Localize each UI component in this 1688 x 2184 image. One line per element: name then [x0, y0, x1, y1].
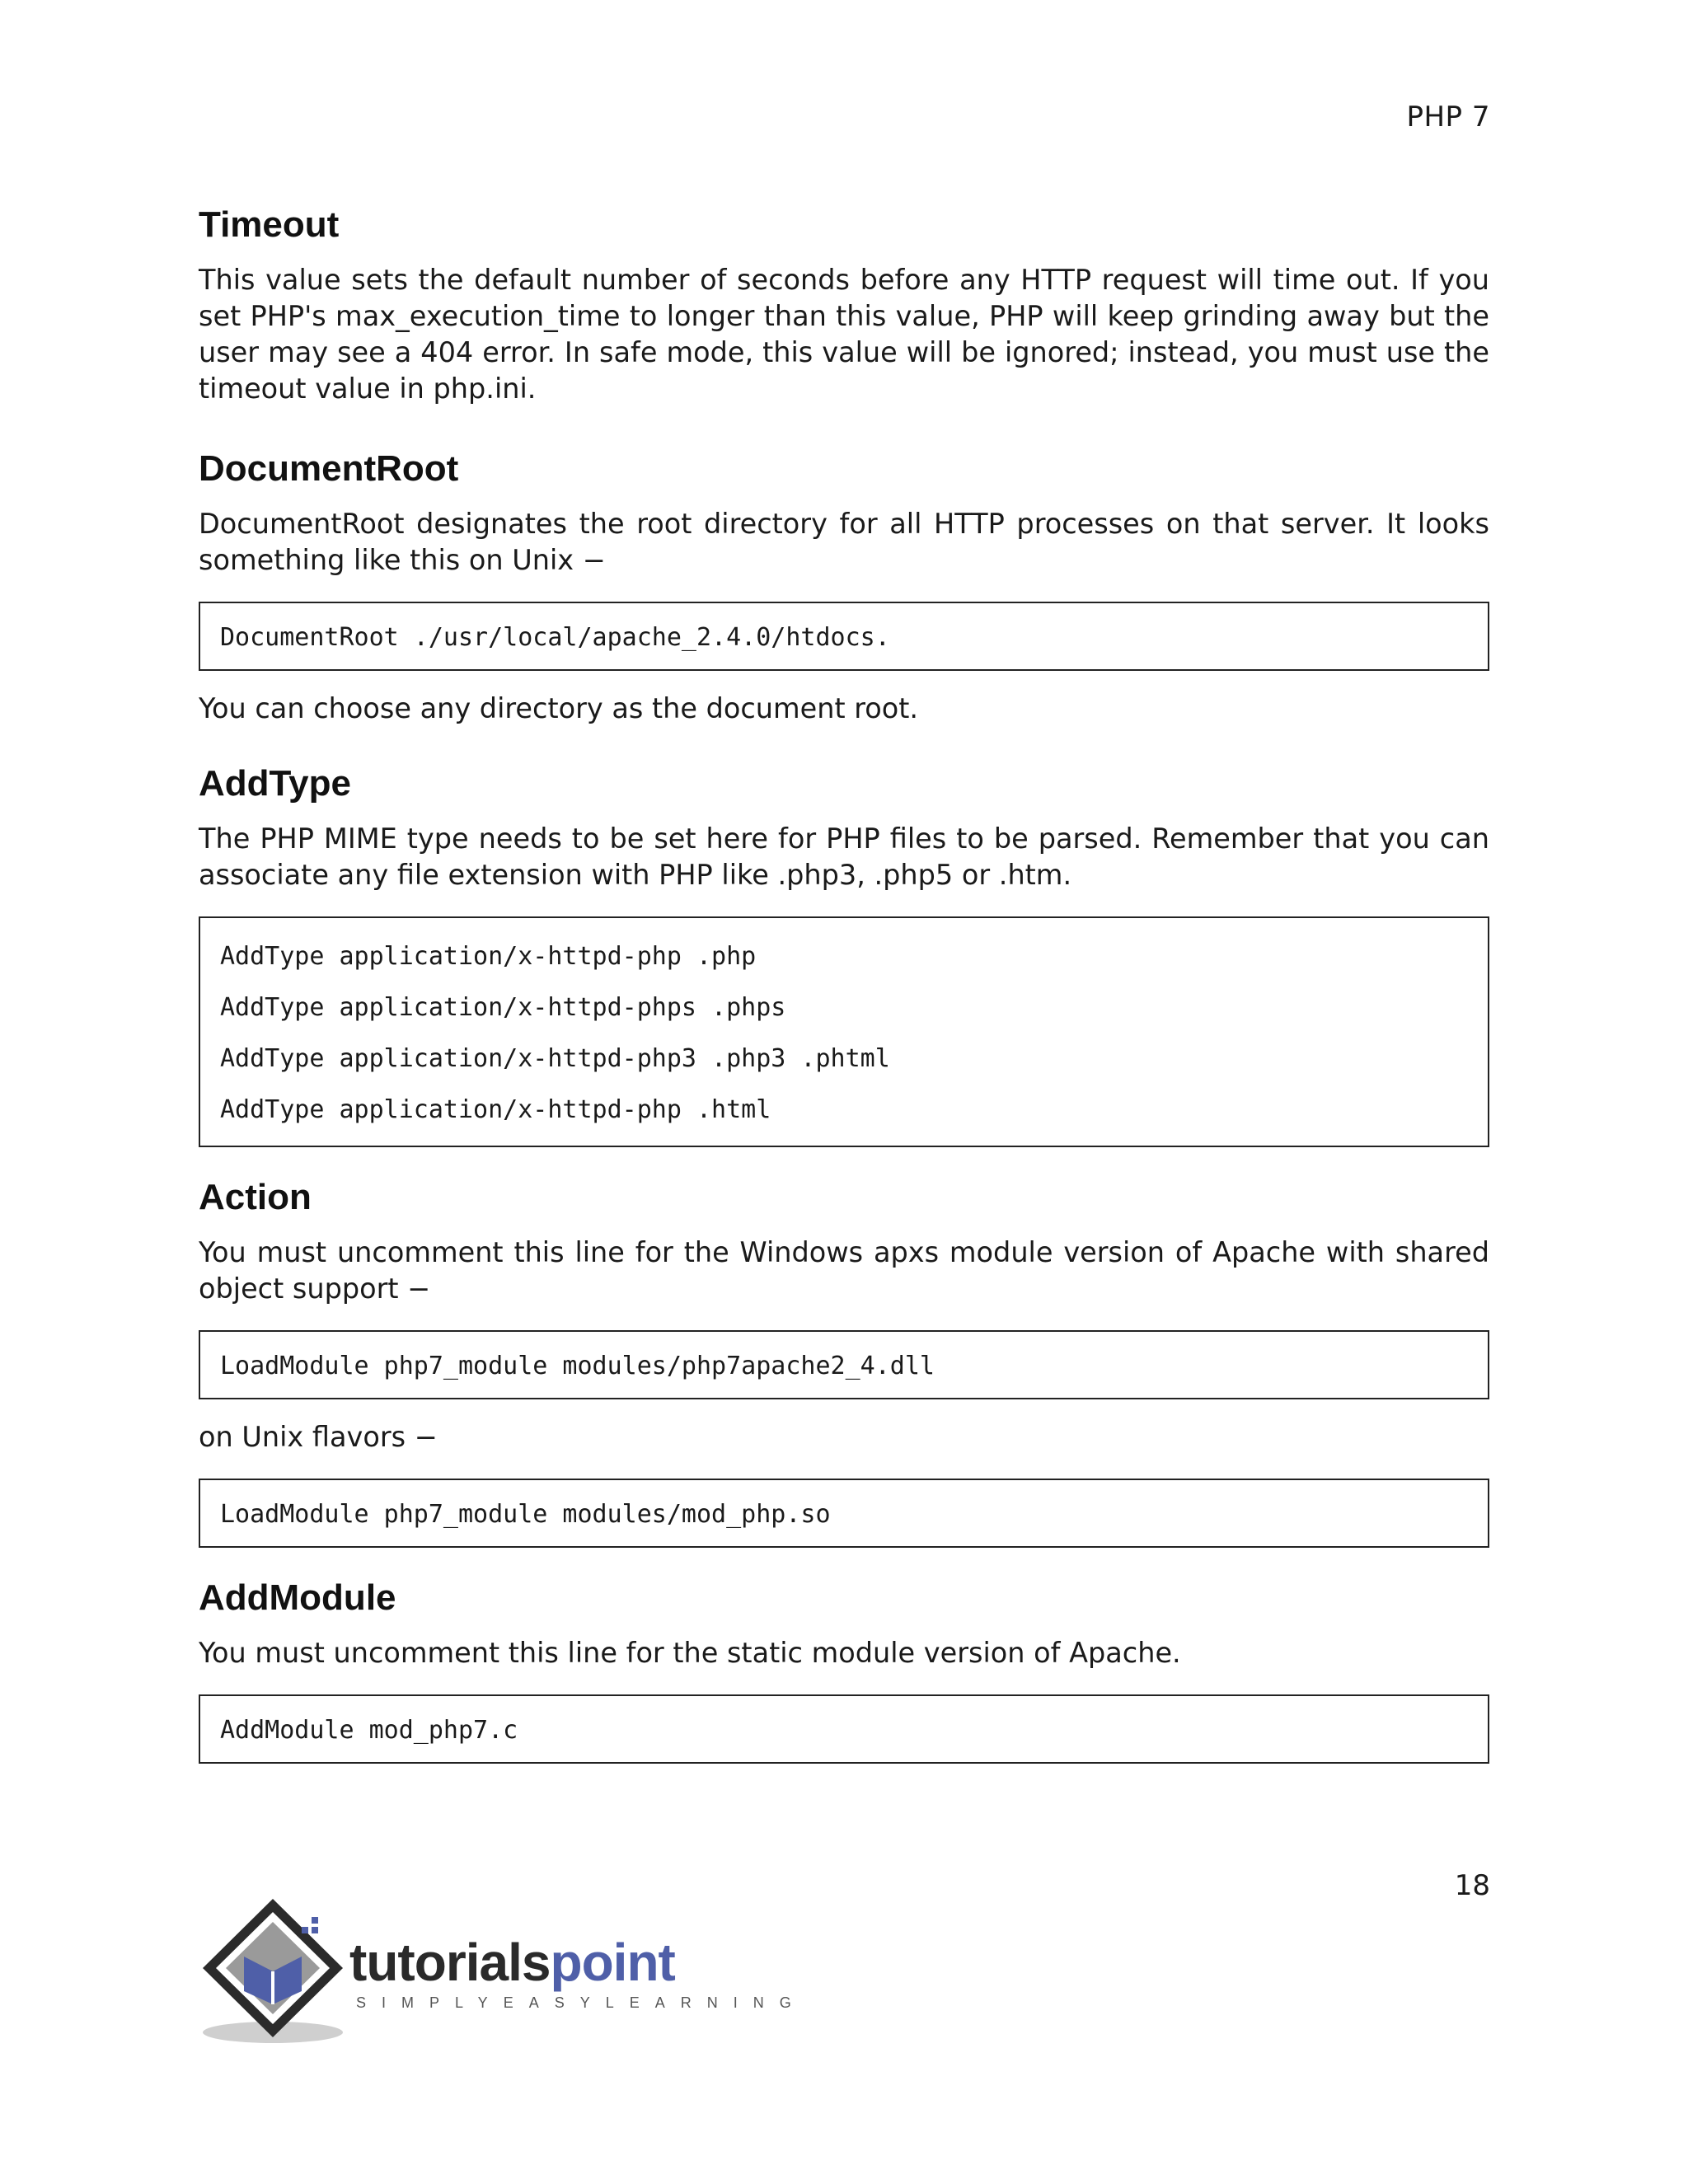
code-block — [199, 602, 1489, 671]
code-line: LoadModule php7_module modules/php7apache2_4.dll — [220, 1352, 935, 1380]
code-line: DocumentRoot ./usr/local/apache_2.4.0/htdocs. — [220, 623, 890, 652]
section-heading: DocumentRoot — [199, 448, 459, 489]
section-timeout — [199, 204, 1489, 407]
section-heading: AddModule — [199, 1577, 396, 1618]
section-paragraph: You must uncomment this line for the static module version of Apache. — [199, 1637, 1181, 1669]
section-heading: Timeout — [199, 204, 340, 245]
code-line: AddType application/x-httpd-phps .phps — [220, 993, 786, 1022]
page-content — [199, 204, 1489, 1805]
code-block — [199, 1330, 1489, 1399]
section-addtype — [199, 763, 1489, 1147]
tutorialspoint-logo — [195, 1892, 807, 2057]
logo-tagline: SIMPLYEASYLEARNING — [356, 1994, 807, 2011]
section-paragraph: on Unix flavors − — [199, 1421, 438, 1453]
section-paragraph: You must uncomment this line for the Windows apxs module version of Apache with shared object support − — [199, 1236, 1489, 1305]
section-paragraph: This value sets the default number of seconds before any HTTP request will time out. If you set PHP's max_execution_time to longer than this value, PHP will keep grinding away but the user may see a 404 error. In safe mode, this value will be ignored; instead, you must use the timeout value in php.ini. — [199, 264, 1489, 405]
section-addmodule — [199, 1577, 1489, 1764]
section-heading: AddType — [199, 763, 351, 804]
code-block — [199, 1694, 1489, 1764]
code-block — [199, 916, 1489, 1147]
section-paragraph: The PHP MIME type needs to be set here for PHP files to be parsed. Remember that you can associate any file extension with PHP like .php3, .php5 or .htm. — [199, 823, 1489, 891]
code-line: LoadModule php7_module modules/mod_php.so — [220, 1500, 831, 1529]
code-line: AddType application/x-httpd-php .html — [220, 1095, 771, 1124]
logo-word-point: point — [550, 1933, 675, 1992]
logo-word-tutorials: tutorials — [349, 1933, 551, 1992]
code-line: AddType application/x-httpd-php3 .php3 .phtml — [220, 1044, 890, 1073]
code-line: AddModule mod_php7.c — [220, 1716, 518, 1745]
section-action — [199, 1177, 1489, 1548]
logo-wordmark — [349, 1932, 675, 1993]
page-number: 18 — [1454, 1869, 1490, 1902]
section-paragraph: DocumentRoot designates the root directory for all HTTP processes on that server. It looks something like this on Unix − — [199, 508, 1489, 576]
logo-diamond-icon — [195, 1892, 359, 2057]
section-documentroot — [199, 448, 1489, 727]
running-header: PHP 7 — [1406, 101, 1490, 134]
code-line: AddType application/x-httpd-php .php — [220, 942, 757, 971]
section-heading: Action — [199, 1177, 312, 1217]
code-block — [199, 1479, 1489, 1548]
section-paragraph: You can choose any directory as the document root. — [199, 692, 919, 724]
